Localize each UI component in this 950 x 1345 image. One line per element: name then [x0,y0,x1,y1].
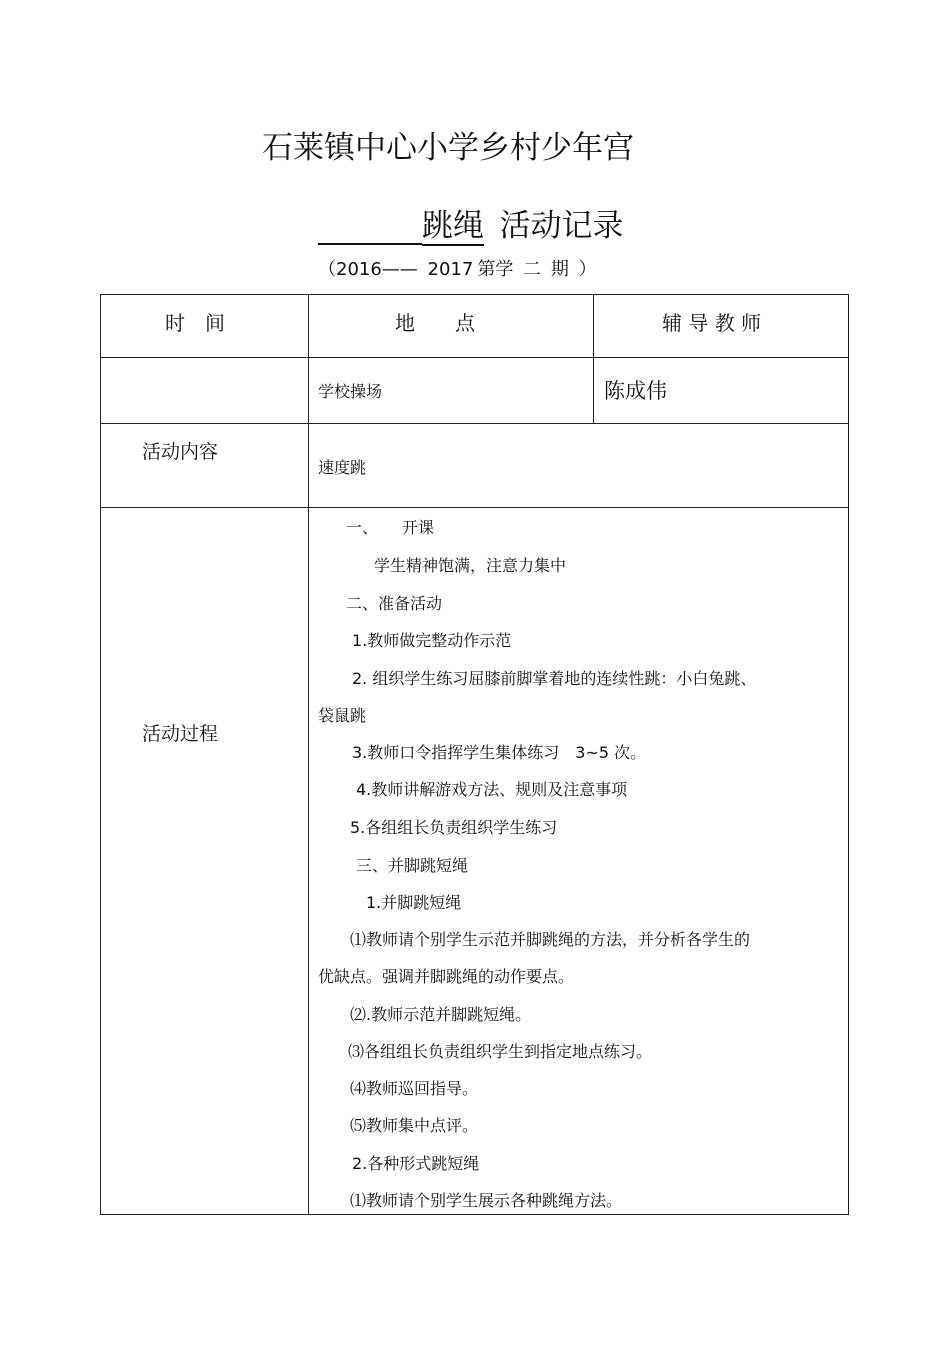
process-line: ⑴教师请个别学生展示各种跳绳方法。 [350,1191,623,1210]
process-line: 2. 组织学生练习屈膝前脚掌着地的连续性跳：小白兔跳、 [352,669,757,688]
process-line: 三、并脚跳短绳 [356,856,469,875]
page-title: 石莱镇中心小学乡村少年宫 [262,130,634,166]
table-col-divider [593,294,594,424]
activity-name: 跳绳 [422,208,484,244]
term-open: （2016—— [318,259,418,280]
process-line: ⑵.教师示范并脚跳短绳。 [350,1005,532,1024]
term-year2: 2017 [427,259,474,280]
table-border-left [100,294,101,1215]
header-time: 时 间 [165,311,225,335]
place-value: 学校操场 [318,382,383,401]
process-line: 4.教师讲解游戏方法、规则及注意事项 [356,780,628,799]
process-line: 5.各组组长负责组织学生练习 [350,818,558,837]
process-line: 优缺点。强调并脚跳绳的动作要点。 [318,967,575,986]
process-label: 活动过程 [142,723,219,745]
process-line: 2.各种形式跳短绳 [352,1154,480,1173]
table-row-divider [100,357,849,358]
term-line [318,255,601,281]
table-border-top [100,294,849,295]
process-line: ⑷教师巡回指导。 [350,1079,479,1098]
blank-underline [318,213,422,245]
term-num: 二 [523,259,542,280]
table-row-divider [100,507,849,508]
process-line: 袋鼠跳 [318,706,367,725]
process-line: 1.教师做完整动作示范 [352,631,512,650]
process-line: 1.并脚跳短绳 [366,893,462,912]
header-teacher: 辅 导 教 师 [662,311,762,335]
term-label1: 第学 [477,259,514,280]
record-subtitle [318,200,624,245]
process-line: 二、准备活动 [346,594,443,613]
process-line: 一、 开课 [346,518,435,537]
record-suffix-text: 活动记录 [499,208,624,244]
process-line: 3.教师口令指挥学生集体练习 3~5 次。 [352,743,647,762]
content-value: 速度跳 [318,458,367,477]
table-col-divider [308,294,309,1215]
record-suffix [484,208,500,244]
process-line: ⑶各组组长负责组织学生到指定地点练习。 [348,1042,653,1061]
header-place: 地 点 [395,311,475,335]
process-line: ⑴教师请个别学生示范并脚跳绳的方法，并分析各学生的 [350,930,751,949]
content-label: 活动内容 [142,441,219,463]
teacher-value: 陈成伟 [604,379,667,403]
table-row-divider [100,423,849,424]
table-border-right [848,294,849,1215]
table-border-bottom [100,1214,849,1215]
process-line: 学生精神饱满，注意力集中 [374,556,567,575]
term-label2: 期 [550,259,569,280]
process-line: ⑸教师集中点评。 [350,1116,479,1135]
term-close: ） [578,259,597,280]
